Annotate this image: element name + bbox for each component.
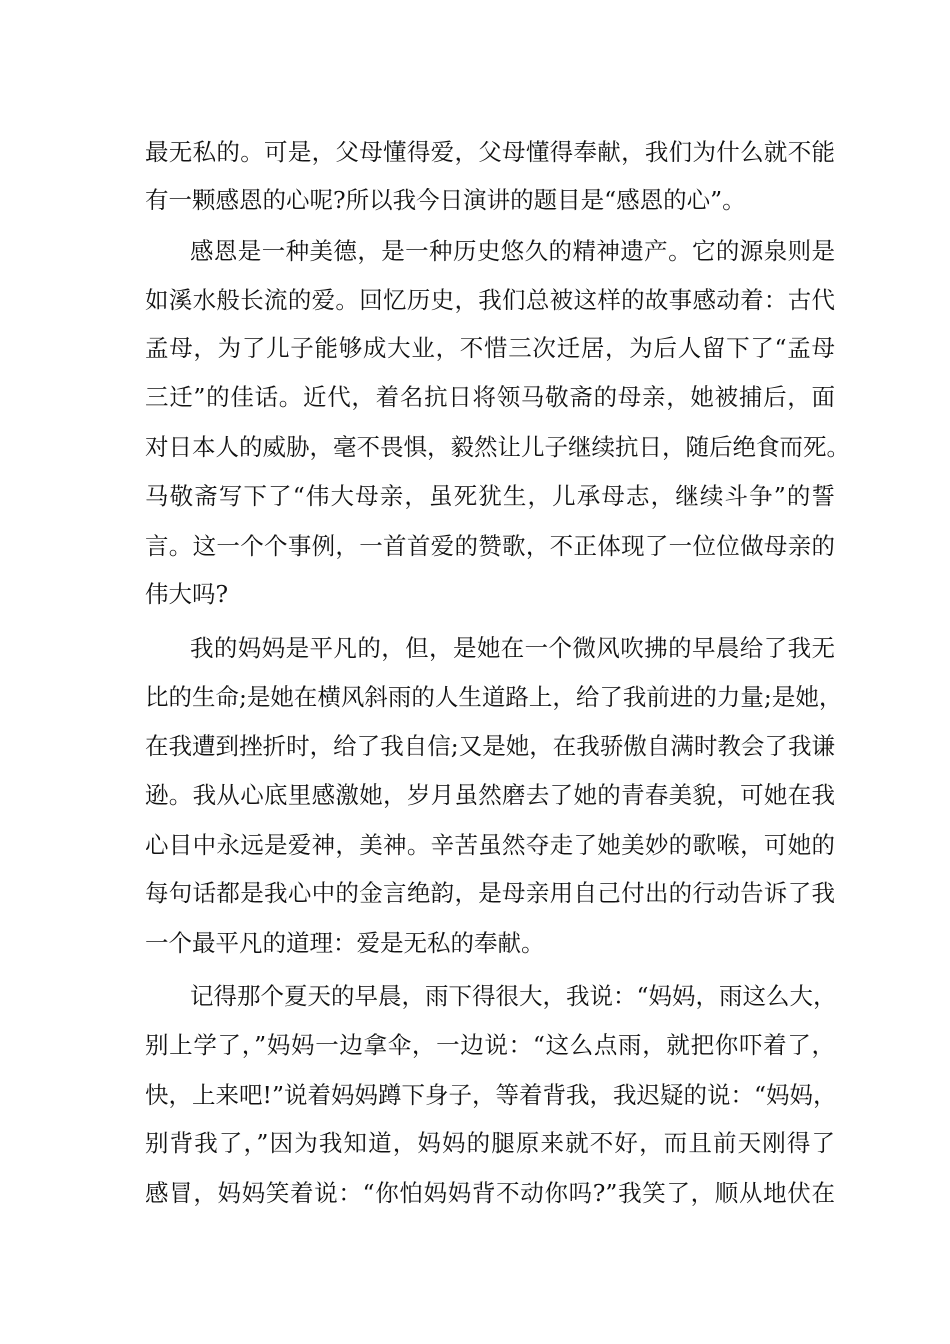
text-line: 心目中永远是爱神，美神。辛苦虽然夺走了她美妙的歌喉，可她的 [145,831,835,859]
paragraph-first-line: 我的妈妈是平凡的，但，是她在一个微风吹拂的早晨给了我无 [190,634,835,662]
text-line: 快，上来吧!”说着妈妈蹲下身子，等着背我，我迟疑的说：“妈妈， [145,1081,837,1109]
text-line: 孟母，为了儿子能够成大业，不惜三次迁居，为后人留下了“孟母 [145,334,835,362]
text-line: 别背我了，”因为我知道，妈妈的腿原来就不好，而且前天刚得了 [145,1129,835,1157]
text-line: 对日本人的威胁，毫不畏惧，毅然让儿子继续抗日，随后绝食而死。 [145,433,850,461]
text-line: 每句话都是我心中的金言绝韵，是母亲用自己付出的行动告诉了我 [145,879,835,907]
text-line: 马敬斋写下了“伟大母亲，虽死犹生，儿承母志，继续斗争”的誓 [145,482,835,510]
text-line: 最无私的。可是，父母懂得爱，父母懂得奉献，我们为什么就不能 [145,138,835,166]
text-line: 三迁”的佳话。近代，着名抗日将领马敬斋的母亲，她被捕后，面 [145,383,835,411]
paragraph-first-line: 记得那个夏天的早晨，雨下得很大，我说：“妈妈，雨这么大， [190,982,837,1010]
text-line: 有一颗感恩的心呢?所以我今日演讲的题目是“感恩的心”。 [145,186,746,214]
text-line: 伟大吗? [145,580,229,608]
text-line: 别上学了，”妈妈一边拿伞，一边说：“这么点雨，就把你吓着了， [145,1031,835,1059]
text-line: 言。这一个个事例，一首首爱的赞歌，不正体现了一位位做母亲的 [145,532,835,560]
text-line: 在我遭到挫折时，给了我自信;又是她，在我骄傲自满时教会了我谦 [145,732,835,760]
text-line: 逊。我从心底里感激她，岁月虽然磨去了她的青春美貌，可她在我 [145,781,835,809]
text-line: 感冒，妈妈笑着说：“你怕妈妈背不动你吗?”我笑了，顺从地伏在 [145,1179,835,1207]
text-line: 比的生命;是她在横风斜雨的人生道路上，给了我前进的力量;是她， [145,683,843,711]
text-line: 一个最平凡的道理：爱是无私的奉献。 [145,929,545,957]
paragraph-first-line: 感恩是一种美德，是一种历史悠久的精神遗产。它的源泉则是 [190,237,835,265]
text-line: 如溪水般长流的爱。回忆历史，我们总被这样的故事感动着：古代 [145,286,835,314]
